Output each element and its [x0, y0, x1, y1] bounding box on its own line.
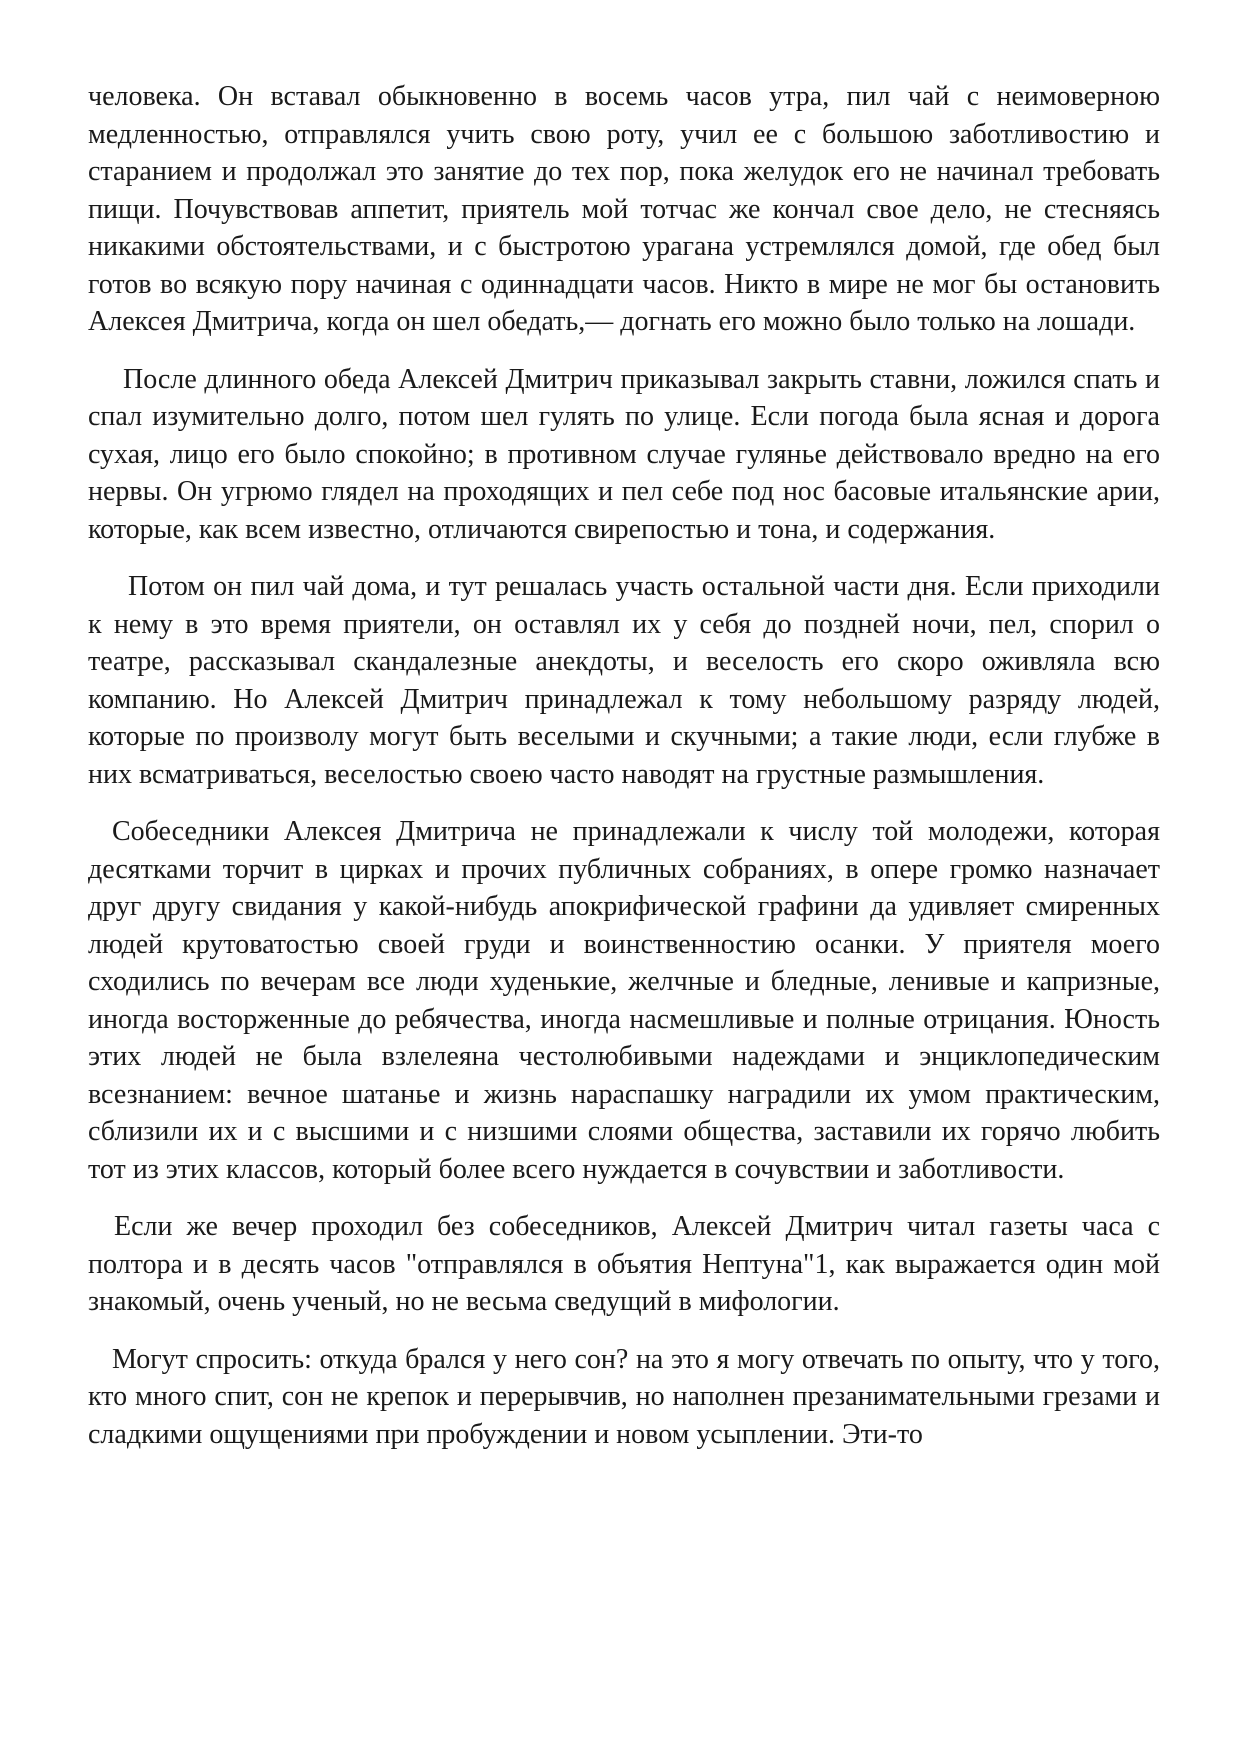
paragraph-4: Собеседники Алексея Дмитрича не принадлежали к числу той молодежи, которая десятками торчит в цирках и прочих публичных собраниях, в опере громко назначает друг другу свидания у какой-нибудь апокрифической графини да удивляет смиренных людей крутоватостью своей груди и воинственностию осанки. У приятеля моего сходились по вечерам все люди худенькие, желчные и бледные, ленивые и капризные, иногда восторженные до ребячества, иногда насмешливые и полные отрицания. Юность этих людей не была взлелеяна честолюбивыми надеждами и энциклопедическим всезнанием: вечное шатанье и жизнь нараспашку наградили их умом практическим, сблизили их и с высшими и с низшими слоями общества, заставили их горячо любить тот из этих классов, который более всего нуждается в сочувствии и заботливости. [88, 816, 1160, 1185]
paragraph-1: человека. Он вставал обыкновенно в восемь часов утра, пил чай с неимоверною медленностью, отправлялся учить свою роту, учил ее с большою заботливостию и старанием и продолжал это занятие до тех пор, пока желудок его не начинал требовать пищи. Почувствовав аппетит, приятель мой тотчас же кончал свое дело, не стесняясь никакими обстоятельствами, и с быстротою урагана устремлялся домой, где обед был готов во всякую пору начиная с одиннадцати часов. Никто в мире не мог бы остановить Алексея Дмитрича, когда он шел обедать,— догнать его можно было только на лошади. [88, 81, 1160, 337]
paragraph-6: Могут спросить: откуда брался у него сон? на это я могу отвечать по опыту, что у того, кто много спит, сон не крепок и перерывчив, но наполнен презанимательными грезами и сладкими ощущениями при пробуждении и новом усыплении. Эти-то [88, 1343, 1160, 1450]
document-page [88, 78, 1160, 1473]
paragraph-3: Потом он пил чай дома, и тут решалась участь остальной части дня. Если приходили к нему в это время приятели, он оставлял их у себя до поздней ночи, пел, спорил о театре, рассказывал скандалезные анекдоты, и веселость его скоро оживляла всю компанию. Но Алексей Дмитрич принадлежал к тому небольшому разряду людей, которые по произволу могут быть веселыми и скучными; а такие люди, если глубже в них всматриваться, веселостью своею часто наводят на грустные размышления. [88, 571, 1160, 790]
paragraph-5: Если же вечер проходил без собеседников, Алексей Дмитрич читал газеты часа с полтора и в десять часов "отправлялся в объятия Нептуна"1, как выражается один мой знакомый, очень ученый, но не весьма сведущий в мифологии. [88, 1211, 1160, 1317]
paragraph-2: После длинного обеда Алексей Дмитрич приказывал закрыть ставни, ложился спать и спал изумительно долго, потом шел гулять по улице. Если погода была ясная и дорога сухая, лицо его было спокойно; в противном случае гулянье действовало вредно на его нервы. Он угрюмо глядел на проходящих и пел себе под нос басовые итальянские арии, которые, как всем известно, отличаются свирепостью и тона, и содержания. [88, 363, 1160, 545]
